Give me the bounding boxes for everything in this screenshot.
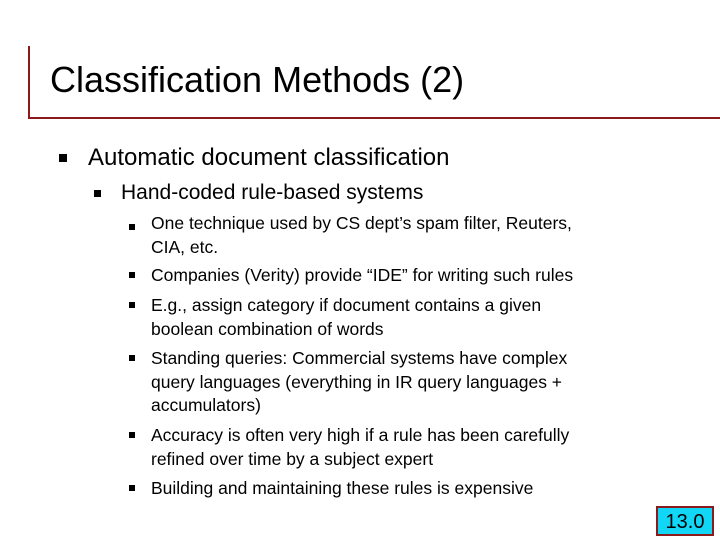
bullet-square-icon bbox=[129, 302, 135, 308]
list-item-line: boolean combination of words bbox=[151, 318, 384, 339]
list-item-line: query languages (everything in IR query languages + bbox=[151, 371, 563, 392]
bullet-level2: Hand-coded rule-based systems bbox=[121, 181, 424, 204]
bullet-level1: Automatic document classification bbox=[88, 144, 450, 171]
slide-number-badge: 13.0 bbox=[656, 506, 714, 536]
list-item-line: E.g., assign category if document contains a given bbox=[151, 295, 542, 315]
list-item bbox=[151, 477, 651, 501]
title-frame-vertical bbox=[28, 46, 30, 119]
title-frame-horizontal bbox=[28, 117, 720, 119]
list-item bbox=[151, 424, 651, 471]
list-item bbox=[151, 264, 651, 288]
slide-title: Classification Methods (2) bbox=[50, 59, 465, 100]
bullet-square-icon bbox=[129, 272, 135, 278]
list-item-line: accumulators) bbox=[151, 395, 261, 415]
list-item-line: Companies (Verity) provide “IDE” for writing such rules bbox=[151, 265, 574, 285]
bullet-square-icon bbox=[129, 485, 135, 491]
list-item-line: refined over time by a subject expert bbox=[151, 448, 434, 469]
list-item-line: Accuracy is often very high if a rule has been carefully bbox=[151, 425, 570, 445]
bullet-square-icon bbox=[129, 224, 135, 230]
bullet-square-icon bbox=[129, 355, 135, 361]
bullet-square-icon bbox=[59, 154, 67, 162]
list-item-line: One technique used by CS dept’s spam filter, Reuters, bbox=[151, 213, 572, 233]
list-item bbox=[151, 212, 651, 259]
list-item-line: Standing queries: Commercial systems have complex bbox=[151, 348, 568, 368]
list-item bbox=[151, 347, 651, 418]
list-item-line: CIA, etc. bbox=[151, 236, 219, 257]
list-item bbox=[151, 294, 651, 341]
bullet-square-icon bbox=[94, 190, 101, 197]
list-item-line: Building and maintaining these rules is expensive bbox=[151, 478, 534, 498]
bullet-square-icon bbox=[129, 432, 135, 438]
